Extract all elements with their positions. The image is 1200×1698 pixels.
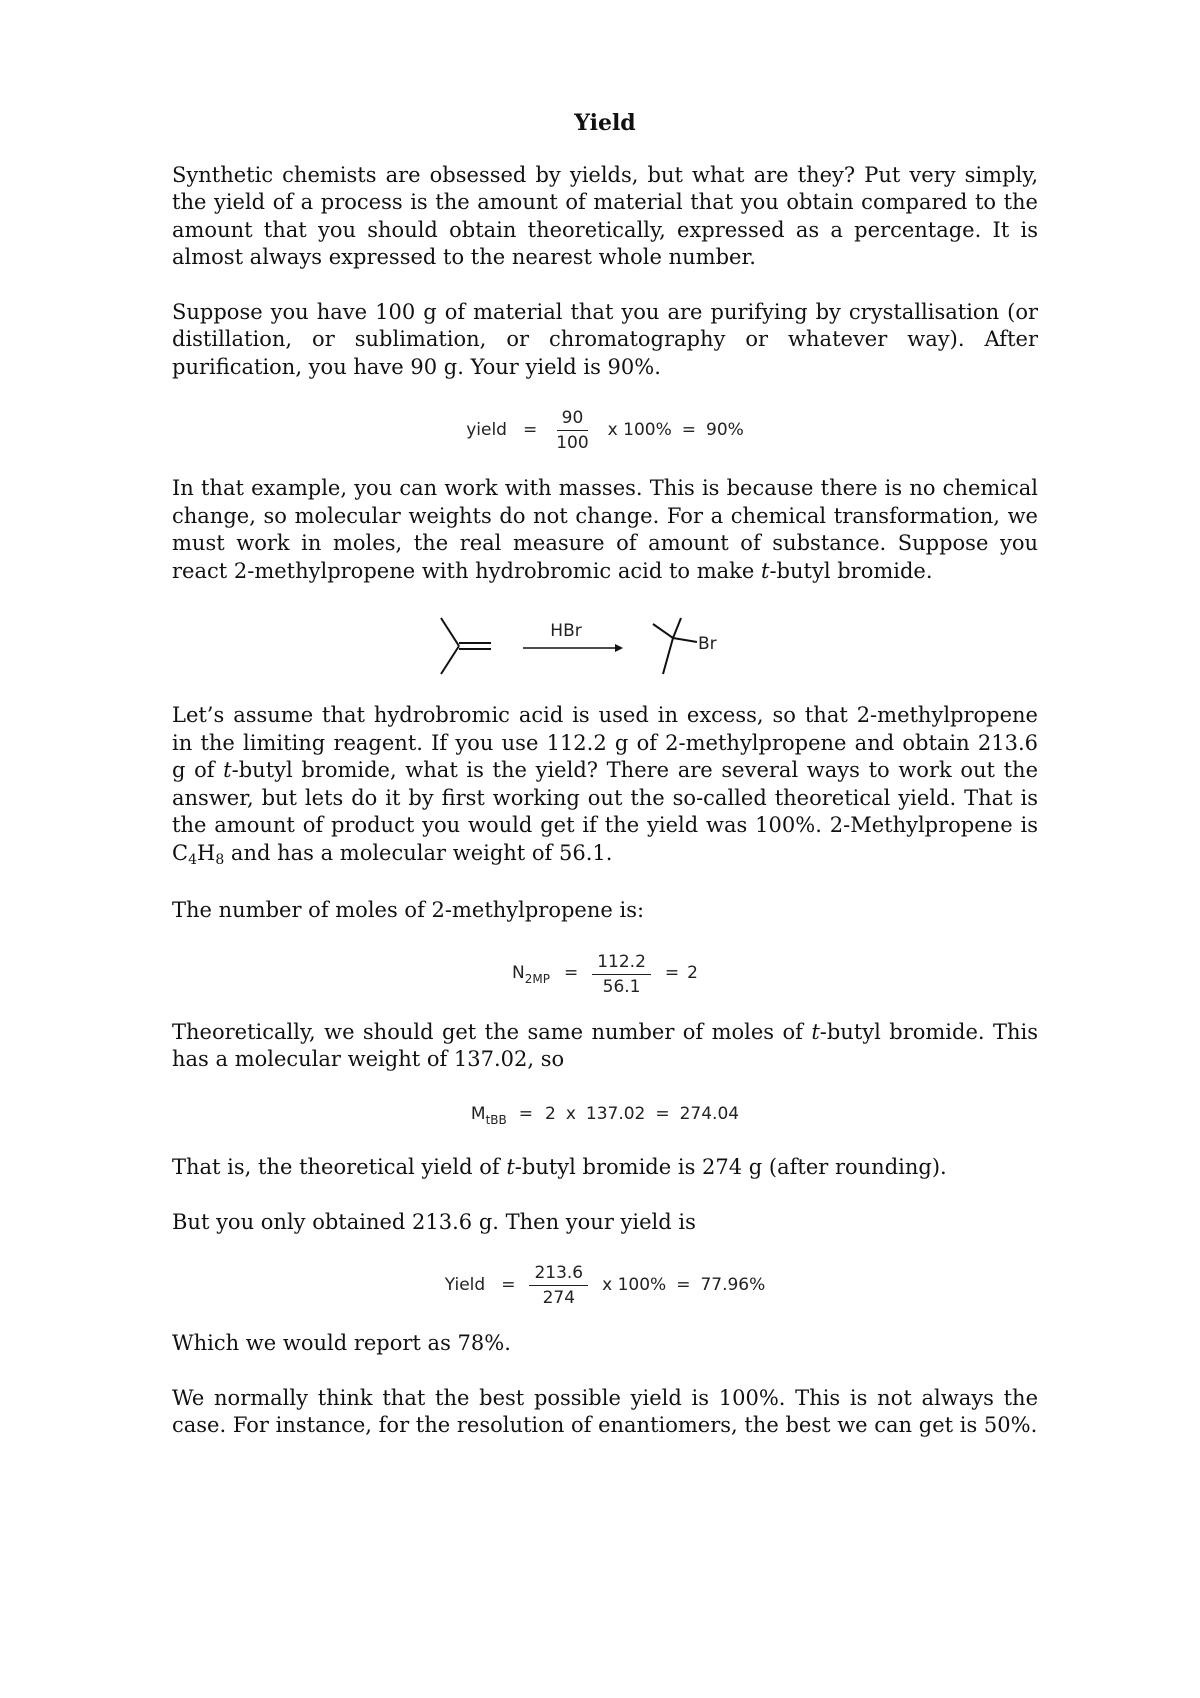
fraction: $\frac{90}{100}$ xyxy=(556,408,589,453)
paragraph-moles-of-methylpropene: The number of moles of 2-methylpropene is: xyxy=(172,898,645,922)
paragraph-example-purification: Suppose you have 100 g of material that you are purifying by crystallisation (or distillation, or sublimation, or chromatography or whatever way). After purification, you have 90 g. Your yield is 90%. xyxy=(172,299,1038,379)
reagent-label: HBr xyxy=(550,621,582,641)
paragraph-best-yield: We normally think that the best possible yield is 100%. This is not always the case. For instance, for the resolution of enantiomers, the best we can get is 50%. xyxy=(172,1385,1038,1437)
fraction: $\frac{112.2}{56.1}$ xyxy=(592,952,651,997)
paragraph-moles-intro: In that example, you can work with masses. This is because there is no chemical change, so molecular weights do not change. For a chemical transformation, we must work in moles, the real measure of amount of substance. Suppose you react 2-methylpropene with hydrobromic acid to make t-butyl bromide. xyxy=(172,476,1038,583)
paragraph-theoretical-yield: That is, the theoretical yield of t-butyl bromide is 274 g (after rounding). xyxy=(172,1155,947,1179)
paragraph-obtained: But you only obtained 213.6 g. Then your yield is xyxy=(172,1209,696,1234)
paragraph-theoretical-moles: Theoretically, we should get the same number of moles of t-butyl bromide. This has a molecular weight of 137.02, so xyxy=(172,1019,1038,1071)
equation-moles: N 2MP = $\frac{112.2}{56.1}$ = 2 xyxy=(512,951,698,997)
reaction-arrow xyxy=(523,644,623,652)
paragraph-limiting-reagent: Let’s assume that hydrobromic acid is used in excess, so that 2-methylpropene in the limiting reagent. If you use 112.2 g of 2-methylpropene and obtain 213.6 g of t-butyl bromide, what is the yield? There are several ways to work out the answer, but lets do it by first working out the so-called theoretical yield. That is the amount of product you would get if the yield was 100%. 2-Methylpropene is C4H8 and has a molecular weight of 56.1. xyxy=(172,703,1038,868)
paragraph-report: Which we would report as 78%. xyxy=(172,1331,511,1355)
page-title: Yield xyxy=(574,110,636,136)
equation-mass: M tBB = 2 x 137.02 = 274.04 xyxy=(470,1103,740,1127)
tert-butyl-bromide-structure xyxy=(653,618,697,674)
fraction: $\frac{213.6}{274}$ xyxy=(529,1263,588,1308)
equation-yield-90: yield = $\frac{90}{100}$ x 100% = 90% xyxy=(466,408,744,453)
paragraph-intro: Synthetic chemists are obsessed by yields, but what are they? Put very simply, the yield of a process is the amount of material that you obtain compared to the amount that you should obtain theoretically, expressed as a percentage. It is almost always expressed to the nearest whole number. xyxy=(172,162,1038,269)
document-page xyxy=(172,110,1038,1467)
bromine-label: Br xyxy=(698,634,717,654)
methylpropene-structure xyxy=(441,618,491,674)
reaction-scheme xyxy=(435,612,775,682)
equation-yield-77: Yield = $\frac{213.6}{274}$ x 100% = 77.96% xyxy=(444,1263,766,1308)
